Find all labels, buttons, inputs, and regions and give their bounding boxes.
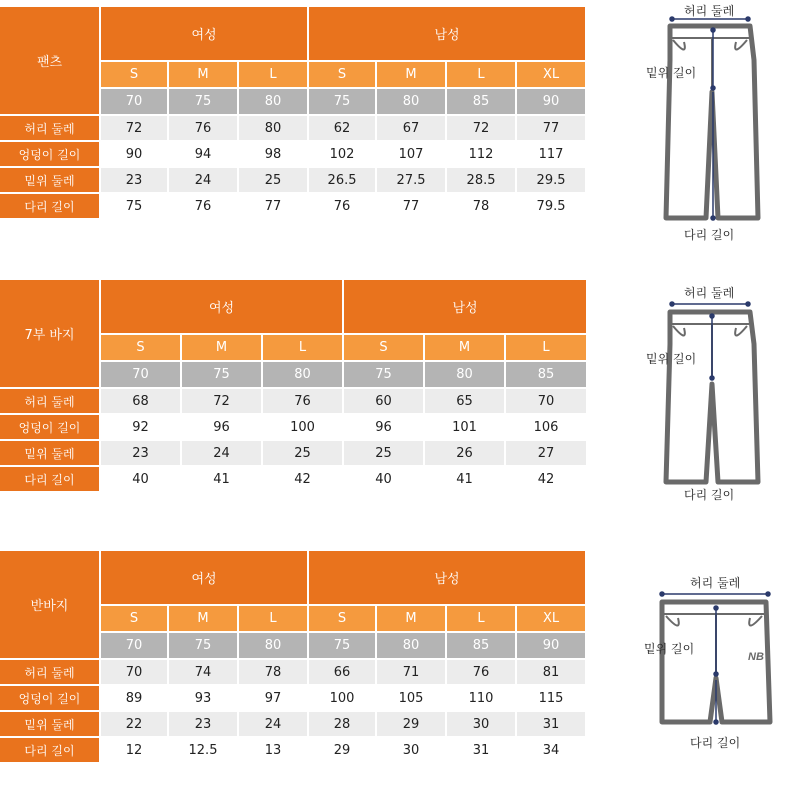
value-cell: 79.5 [517,194,585,218]
value-cell: 106 [506,415,586,439]
waist-size-cell: 85 [447,633,515,658]
waist-size-cell: 85 [447,89,515,114]
waist-label: 허리 둘레 [684,4,735,18]
value-cell: 28 [309,712,375,736]
value-cell: 105 [377,686,445,710]
value-cell: 24 [169,168,237,192]
value-cell: 70 [101,660,167,684]
size-header: M [377,62,445,87]
value-cell: 81 [517,660,585,684]
value-cell: 25 [239,168,307,192]
shorts-diagram [640,570,800,760]
value-cell: 26 [425,441,504,465]
value-cell: 30 [377,738,445,762]
size-header: M [377,606,445,631]
value-cell: 112 [447,142,515,166]
women-header: 여성 [101,280,342,333]
pants-diagram [640,0,800,250]
value-cell: 98 [239,142,307,166]
value-cell: 94 [169,142,237,166]
value-cell: 72 [447,116,515,140]
value-cell: 23 [169,712,237,736]
waist-size-cell: 70 [101,362,180,387]
size-header: S [309,606,375,631]
table-row [0,441,586,465]
value-cell: 24 [239,712,307,736]
table-row [0,389,586,413]
value-cell: 62 [309,116,375,140]
value-cell: 42 [263,467,342,491]
rise-label: 밑위 길이 [646,66,697,80]
capri-outline-icon [640,280,800,510]
table-row [0,712,585,736]
size-header: M [169,606,237,631]
value-cell: 27.5 [377,168,445,192]
size-header: S [101,606,167,631]
value-cell: 23 [101,441,180,465]
waist-size-cell: 80 [263,362,342,387]
row-label: 엉덩이 길이 [0,686,99,710]
value-cell: 75 [101,194,167,218]
value-cell: 77 [239,194,307,218]
value-cell: 40 [101,467,180,491]
value-cell: 78 [239,660,307,684]
value-cell: 100 [263,415,342,439]
row-label: 엉덩이 길이 [0,142,99,166]
row-label: 허리 둘레 [0,660,99,684]
rise-label: 밑위 길이 [646,352,697,366]
value-cell: 25 [263,441,342,465]
value-cell: 76 [169,194,237,218]
value-cell: 76 [447,660,515,684]
table-row [0,467,586,491]
value-cell: 76 [169,116,237,140]
value-cell: 89 [101,686,167,710]
value-cell: 27 [506,441,586,465]
value-cell: 115 [517,686,585,710]
table-row [0,194,585,218]
value-cell: 77 [517,116,585,140]
waist-size-cell: 75 [169,633,237,658]
waist-size-cell: 75 [309,89,375,114]
value-cell: 96 [344,415,423,439]
size-header: S [309,62,375,87]
value-cell: 66 [309,660,375,684]
row-label: 밑위 둘레 [0,712,99,736]
waist-size-cell: 85 [506,362,586,387]
value-cell: 97 [239,686,307,710]
value-cell: 110 [447,686,515,710]
value-cell: 107 [377,142,445,166]
table-title: 반바지 [0,551,99,658]
women-header: 여성 [101,7,307,60]
value-cell: 30 [447,712,515,736]
waist-size-cell: 70 [101,633,167,658]
table-row [0,686,585,710]
capri-diagram [640,280,800,510]
value-cell: 71 [377,660,445,684]
men-header: 남성 [344,280,586,333]
table-row [0,738,585,762]
shorts-outline-icon [640,570,800,760]
value-cell: 41 [425,467,504,491]
size-header: XL [517,606,585,631]
waist-size-cell: 80 [377,633,445,658]
row-label: 다리 길이 [0,738,99,762]
capri-size-table [0,278,588,493]
value-cell: 29.5 [517,168,585,192]
value-cell: 117 [517,142,585,166]
value-cell: 31 [517,712,585,736]
row-label: 다리 길이 [0,467,99,491]
value-cell: 60 [344,389,423,413]
men-header: 남성 [309,551,585,604]
row-label: 허리 둘레 [0,389,99,413]
value-cell: 102 [309,142,375,166]
table-title: 팬츠 [0,7,99,114]
row-label: 허리 둘레 [0,116,99,140]
value-cell: 92 [101,415,180,439]
value-cell: 93 [169,686,237,710]
value-cell: 72 [182,389,261,413]
size-header: L [447,606,515,631]
waist-label: 허리 둘레 [684,286,735,300]
svg-text:NB: NB [748,651,764,663]
shorts-size-table [0,549,587,764]
value-cell: 26.5 [309,168,375,192]
size-header: M [425,335,504,360]
value-cell: 40 [344,467,423,491]
waist-size-cell: 90 [517,633,585,658]
value-cell: 101 [425,415,504,439]
value-cell: 90 [101,142,167,166]
value-cell: 28.5 [447,168,515,192]
value-cell: 65 [425,389,504,413]
women-header: 여성 [101,551,307,604]
size-header: S [344,335,423,360]
table-row [0,415,586,439]
waist-size-cell: 80 [239,89,307,114]
value-cell: 76 [309,194,375,218]
new-balance-logo [748,651,764,663]
value-cell: 77 [377,194,445,218]
men-header: 남성 [309,7,585,60]
pants-size-table [0,5,587,220]
value-cell: 24 [182,441,261,465]
value-cell: 12 [101,738,167,762]
row-label: 다리 길이 [0,194,99,218]
waist-size-cell: 80 [377,89,445,114]
value-cell: 96 [182,415,261,439]
size-header: L [239,62,307,87]
pants-outline-icon [640,0,800,250]
waist-size-cell: 75 [344,362,423,387]
size-header: M [169,62,237,87]
rise-label: 밑위 길이 [644,642,695,656]
value-cell: 42 [506,467,586,491]
value-cell: 29 [309,738,375,762]
size-header: L [239,606,307,631]
row-label: 밑위 둘레 [0,441,99,465]
size-header: XL [517,62,585,87]
value-cell: 74 [169,660,237,684]
table-row [0,660,585,684]
value-cell: 78 [447,194,515,218]
value-cell: 41 [182,467,261,491]
value-cell: 13 [239,738,307,762]
row-label: 엉덩이 길이 [0,415,99,439]
size-header: L [447,62,515,87]
size-header: S [101,335,180,360]
size-header: M [182,335,261,360]
value-cell: 23 [101,168,167,192]
size-header: S [101,62,167,87]
waist-size-cell: 75 [309,633,375,658]
table-title: 7부 바지 [0,280,99,387]
leg-label: 다리 길이 [684,488,735,502]
value-cell: 72 [101,116,167,140]
waist-size-cell: 75 [182,362,261,387]
leg-label: 다리 길이 [684,228,735,242]
waist-label: 허리 둘레 [690,576,741,590]
waist-size-cell: 70 [101,89,167,114]
size-header: L [263,335,342,360]
size-header: L [506,335,586,360]
waist-size-cell: 90 [517,89,585,114]
value-cell: 25 [344,441,423,465]
row-label: 밑위 둘레 [0,168,99,192]
table-row [0,142,585,166]
value-cell: 100 [309,686,375,710]
waist-size-cell: 80 [425,362,504,387]
waist-size-cell: 75 [169,89,237,114]
waist-size-cell: 80 [239,633,307,658]
table-row [0,116,585,140]
value-cell: 12.5 [169,738,237,762]
value-cell: 67 [377,116,445,140]
value-cell: 29 [377,712,445,736]
table-row [0,168,585,192]
value-cell: 34 [517,738,585,762]
value-cell: 31 [447,738,515,762]
value-cell: 76 [263,389,342,413]
value-cell: 22 [101,712,167,736]
leg-label: 다리 길이 [690,736,741,750]
value-cell: 80 [239,116,307,140]
value-cell: 70 [506,389,586,413]
value-cell: 68 [101,389,180,413]
